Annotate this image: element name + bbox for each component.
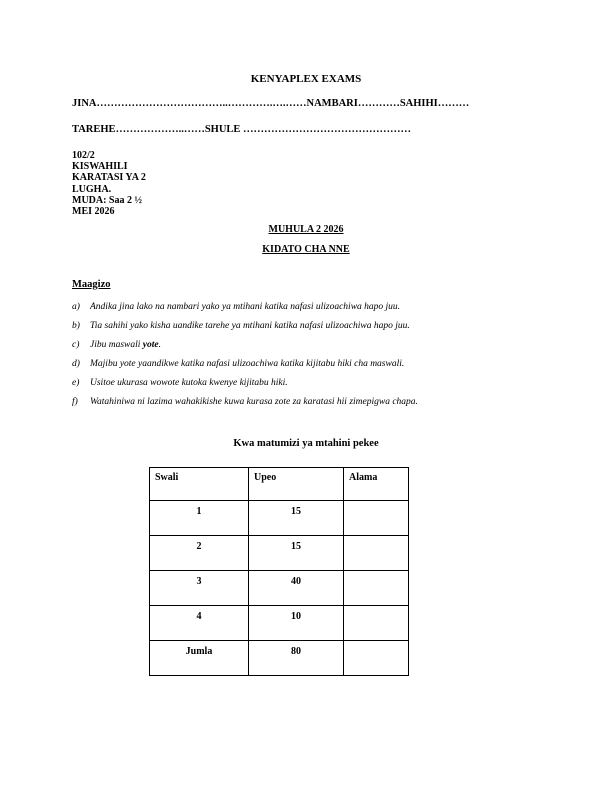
paper-topic: LUGHA. xyxy=(72,183,112,195)
paper-info xyxy=(72,150,146,217)
examiner-use-heading: Kwa matumizi ya mtahini pekee xyxy=(233,438,379,449)
column-header-upeo: Upeo xyxy=(249,468,344,501)
instruction-marker: d) xyxy=(72,359,80,369)
instruction-text xyxy=(90,340,161,359)
total-label-cell: Jumla xyxy=(150,641,249,676)
total-max-marks-cell: 80 xyxy=(249,641,344,676)
table-row xyxy=(150,536,409,571)
max-marks-cell: 10 xyxy=(249,606,344,641)
score-cell[interactable] xyxy=(344,571,409,606)
paper-code: 102/2 xyxy=(72,150,95,161)
instruction-marker: f) xyxy=(72,397,78,407)
instruction-item xyxy=(72,321,418,340)
table-total-row xyxy=(150,641,409,676)
column-header-alama: Alama xyxy=(344,468,409,501)
name-number-signature-line: JINA………………………………..………….….……NAMBARI…………SAHIHI……… xyxy=(72,98,470,109)
instruction-marker: e) xyxy=(72,378,80,388)
date-school-line: TAREHE………………..……SHULE ………………………………………… xyxy=(72,124,412,135)
instruction-emphasis: yote xyxy=(142,340,159,350)
marks-table xyxy=(149,467,409,676)
max-marks-cell: 15 xyxy=(249,501,344,536)
score-cell[interactable] xyxy=(344,536,409,571)
table-row xyxy=(150,571,409,606)
question-cell: 4 xyxy=(150,606,249,641)
instruction-item xyxy=(72,359,418,378)
instructions-list xyxy=(72,302,418,416)
instruction-text-part: . xyxy=(158,340,161,350)
instruction-item xyxy=(72,378,418,397)
instruction-text: Watahiniwa ni lazima wahakikishe kuwa kurasa zote za karatasi hii zimepigwa chapa. xyxy=(90,397,418,407)
instruction-text: Andika jina lako na nambari yako ya mtihani katika nafasi ulizoachiwa hapo juu. xyxy=(90,302,401,312)
column-header-swali: Swali xyxy=(150,468,249,501)
instruction-text: Usitoe ukurasa wowote kutoka kwenye kijitabu hiki. xyxy=(90,378,288,388)
total-score-cell[interactable] xyxy=(344,641,409,676)
form-heading: KIDATO CHA NNE xyxy=(262,244,350,255)
instruction-item xyxy=(72,302,418,321)
instruction-marker: b) xyxy=(72,321,80,331)
duration: MUDA: Saa 2 ½ xyxy=(72,194,142,206)
instruction-item xyxy=(72,397,418,416)
question-cell: 3 xyxy=(150,571,249,606)
table-header-row xyxy=(150,468,409,501)
instruction-item xyxy=(72,340,418,359)
score-cell[interactable] xyxy=(344,501,409,536)
instruction-marker: c) xyxy=(72,340,80,350)
score-cell[interactable] xyxy=(344,606,409,641)
table-row xyxy=(150,606,409,641)
instruction-text: Tia sahihi yako kisha uandike tarehe ya mtihani katika nafasi ulizoachiwa hapo juu. xyxy=(90,321,410,331)
instruction-text: Majibu yote yaandikwe katika nafasi ulizoachiwa katika kijitabu hiki cha maswali. xyxy=(90,359,405,369)
question-cell: 1 xyxy=(150,501,249,536)
exam-date: MEI 2026 xyxy=(72,206,115,218)
max-marks-cell: 40 xyxy=(249,571,344,606)
question-cell: 2 xyxy=(150,536,249,571)
instruction-marker: a) xyxy=(72,302,80,312)
term-heading: MUHULA 2 2026 xyxy=(268,224,344,235)
table-row xyxy=(150,501,409,536)
paper-number: KARATASI YA 2 xyxy=(72,172,146,184)
exam-title: KENYAPLEX EXAMS xyxy=(250,73,362,85)
instruction-text-part: Jibu maswali xyxy=(90,340,143,350)
instructions-heading: Maagizo xyxy=(72,279,111,290)
subject: KISWAHILI xyxy=(72,161,128,173)
max-marks-cell: 15 xyxy=(249,536,344,571)
